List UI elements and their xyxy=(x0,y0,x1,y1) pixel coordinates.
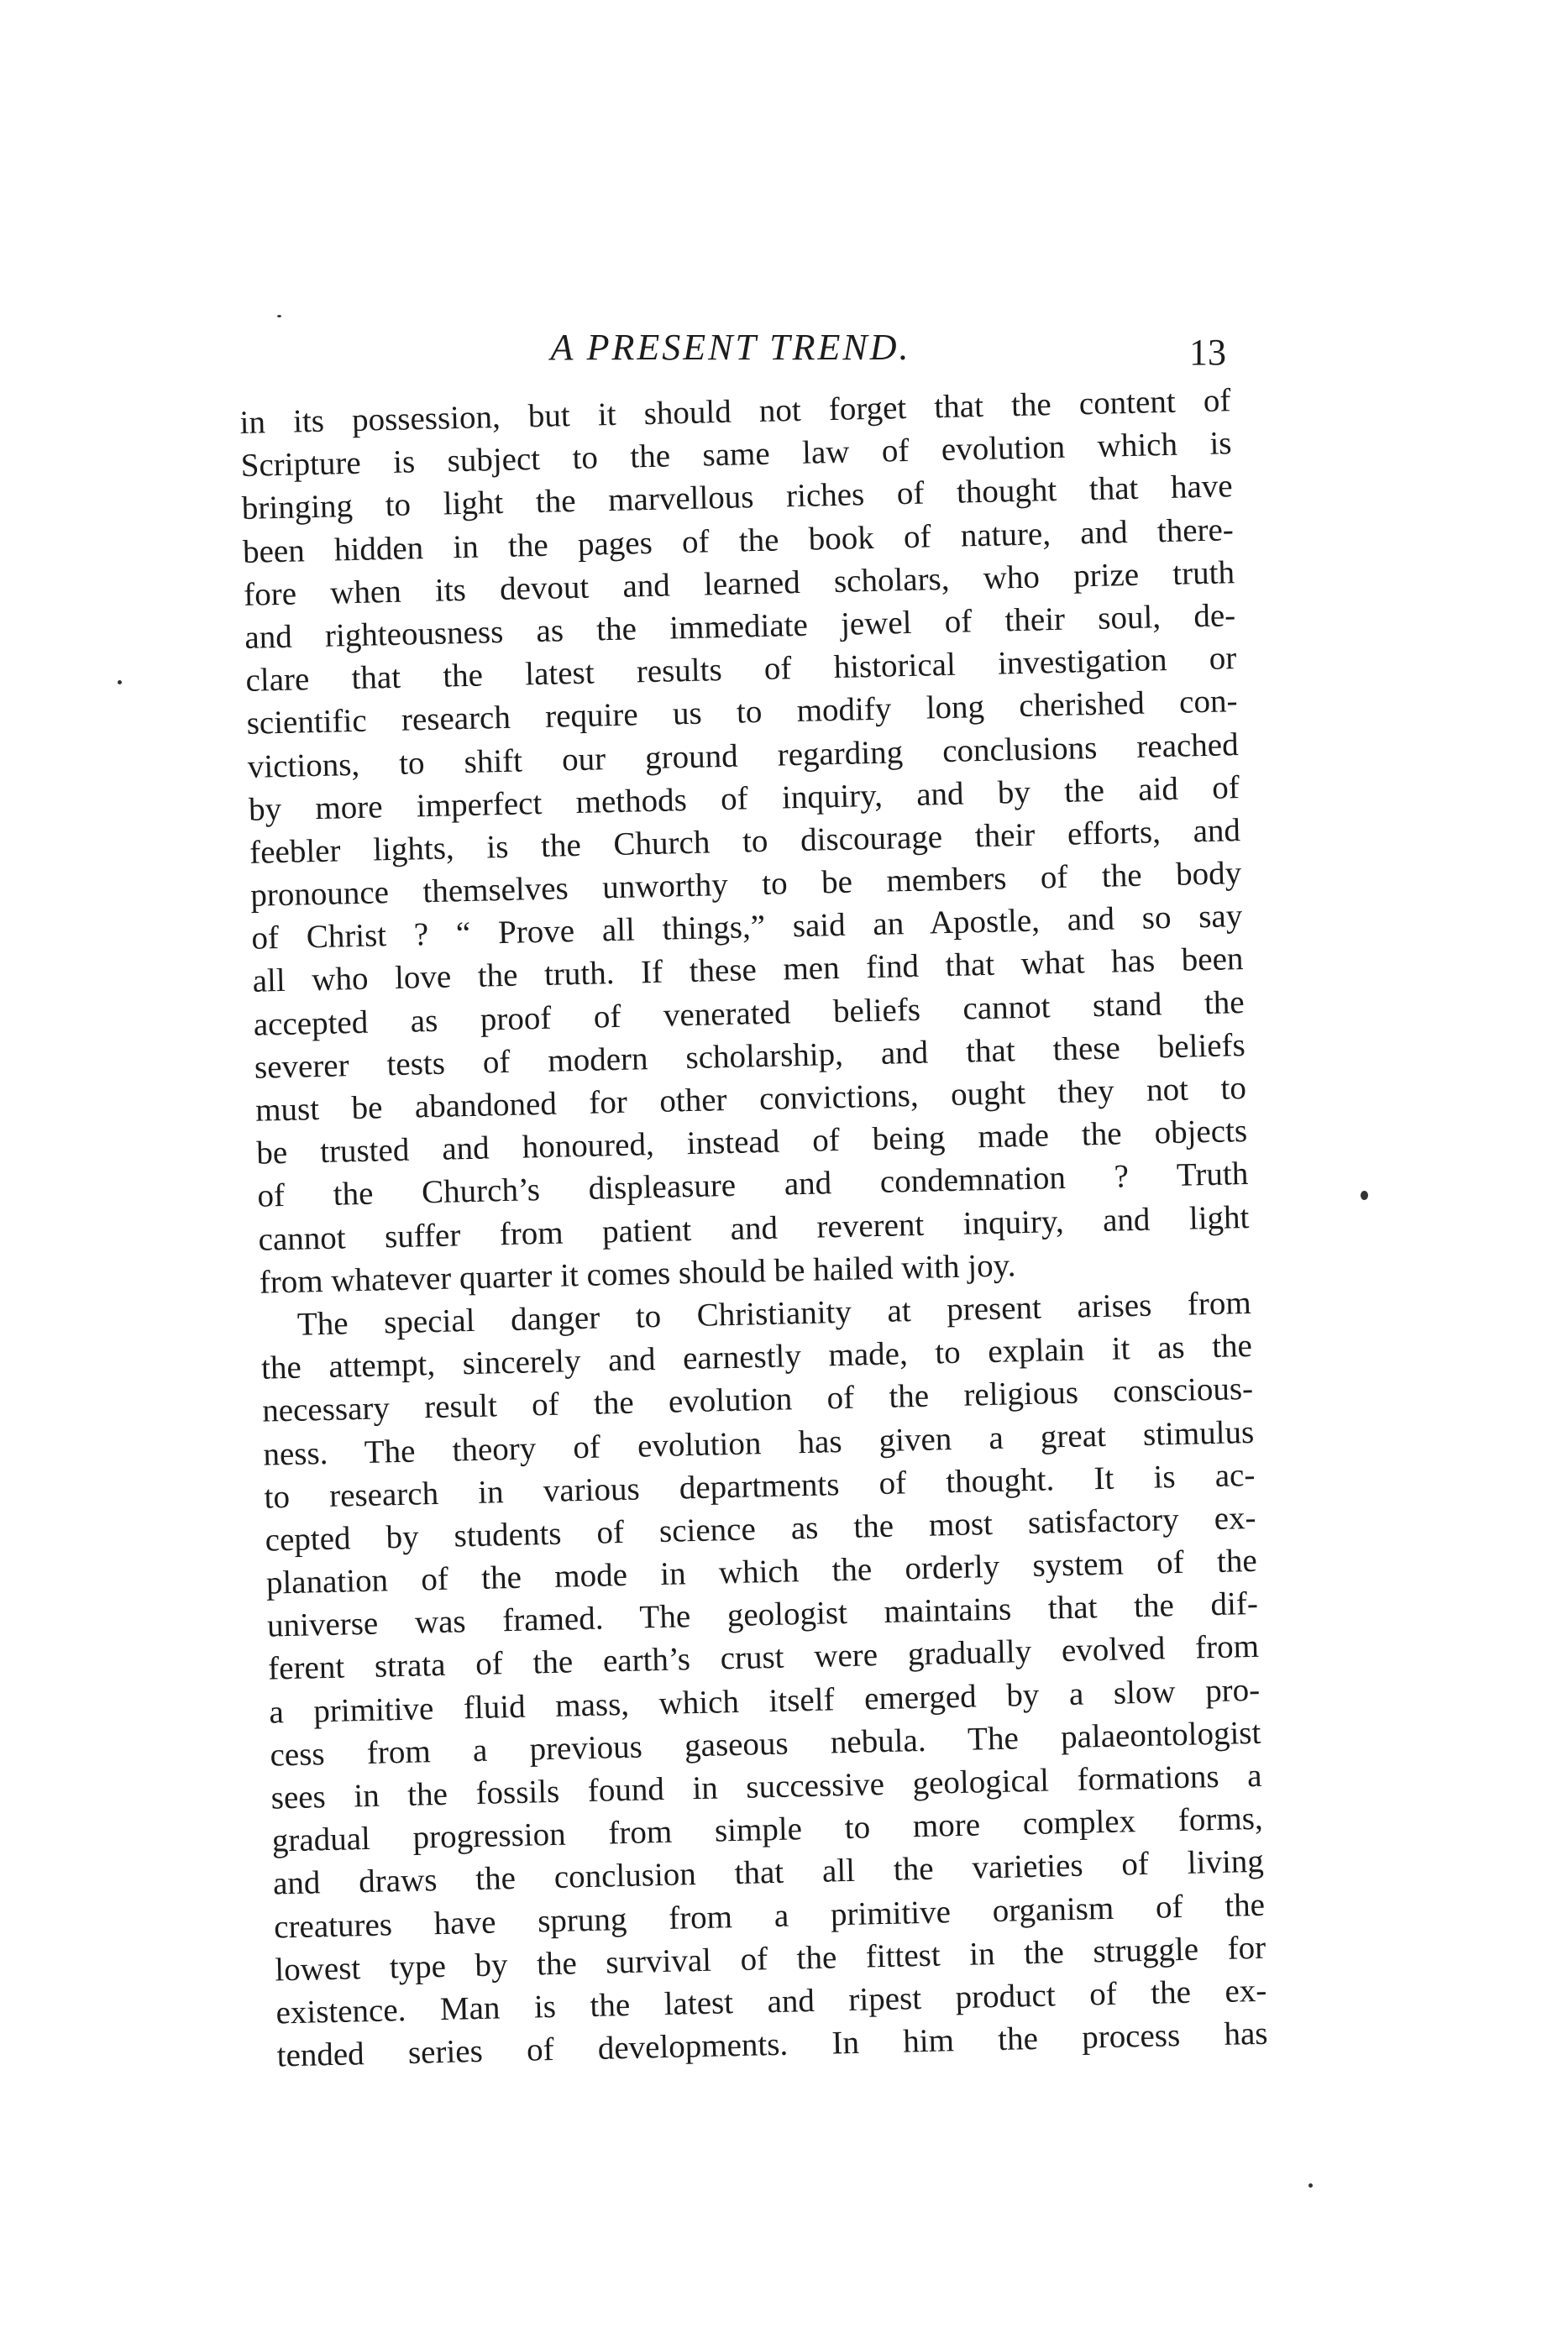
text-line: scientific research require us to modify long cherished con- xyxy=(246,683,1238,742)
text-line: creatures have sprung from a primitive organism of the xyxy=(273,1886,1266,1946)
text-line: feebler lights, is the Church to discourage their efforts, and xyxy=(249,811,1241,871)
text-line: severer tests of modern scholarship, and that these beliefs xyxy=(254,1026,1246,1086)
text-line: planation of the mode in which the orderly system of the xyxy=(265,1542,1258,1601)
text-line: sees in the fossils found in successive geological formations a xyxy=(270,1757,1262,1816)
text-line: clare that the latest results of historical investigation or xyxy=(245,640,1237,700)
text-line: in its possession, but it should not forget that the content of xyxy=(239,382,1231,441)
scan-speck xyxy=(1308,2183,1313,2188)
text-line: Scripture is subject to the same law of evolution which is xyxy=(240,425,1232,485)
text-line: victions, to shift our ground regarding conclusions reached xyxy=(247,726,1240,785)
page-number: 13 xyxy=(1189,332,1226,373)
body-text xyxy=(239,379,1268,2078)
text-line: cepted by students of science as the most satisfactory ex- xyxy=(265,1499,1256,1559)
text-line: from whatever quarter it comes should be hailed with joy. xyxy=(259,1247,1016,1301)
text-line: a primitive fluid mass, which itself emerged by a slow pro- xyxy=(268,1671,1261,1731)
text-line: lowest type by the survival of the fittest in the struggle for xyxy=(274,1929,1266,1989)
text-line: of the Church’s displeasure and condemnation ? Truth xyxy=(256,1156,1249,1215)
text-line: pronounce themselves unworthy to be members of the body xyxy=(249,855,1242,914)
text-line: been hidden in the pages of the book of nature, and there- xyxy=(242,511,1235,570)
text-line: to research in various departments of thought. It is ac- xyxy=(264,1456,1256,1516)
scan-speck xyxy=(277,315,281,317)
scan-speck xyxy=(1361,1191,1368,1200)
text-line: be trusted and honoured, instead of being made the objects xyxy=(255,1113,1248,1171)
text-line: the attempt, sincerely and earnestly made, to explain it as the xyxy=(260,1328,1253,1386)
text-line: must be abandoned for other convictions, ought they not to xyxy=(254,1070,1247,1129)
text-line: cess from a previous gaseous nebula. The palaeontologist xyxy=(270,1714,1261,1774)
text-line: universe was framed. The geologist maintains that the dif- xyxy=(266,1585,1259,1644)
text-line: gradual progression from simple to more complex forms, xyxy=(271,1800,1264,1859)
text-line: necessary result of the evolution of the religious conscious- xyxy=(261,1371,1254,1429)
text-line: and draws the conclusion that all the varieties of living xyxy=(272,1843,1265,1902)
text-line: and righteousness as the immediate jewel of their soul, de- xyxy=(244,597,1236,656)
text-line: bringing to light the marvellous riches of thought that have xyxy=(241,468,1234,527)
text-line: ferent strata of the earth’s crust were gradually evolved from xyxy=(267,1628,1260,1688)
running-head: A PRESENT TREND. xyxy=(550,327,911,368)
text-line: fore when its devout and learned scholars, who prize truth xyxy=(243,553,1235,613)
text-line: of Christ ? “ Prove all things,” said an Apostle, and so say xyxy=(251,898,1243,957)
text-line: tended series of developments. In him the process has xyxy=(276,2015,1268,2074)
text-line: cannot suffer from patient and reverent inquiry, and light xyxy=(258,1198,1250,1258)
text-line: ness. The theory of evolution has given a great stimulus xyxy=(262,1413,1255,1473)
paragraph-first-line: The special danger to Christianity at present arises from xyxy=(296,1284,1252,1343)
scan-speck xyxy=(118,680,122,684)
text-line: by more imperfect methods of inquiry, and by the aid of xyxy=(248,768,1240,828)
text-line: all who love the truth. If these men find that what has been xyxy=(252,941,1244,1000)
text-line: accepted as proof of venerated beliefs cannot stand the xyxy=(253,983,1245,1043)
text-line: existence. Man is the latest and ripest product of the ex- xyxy=(275,1972,1267,2031)
